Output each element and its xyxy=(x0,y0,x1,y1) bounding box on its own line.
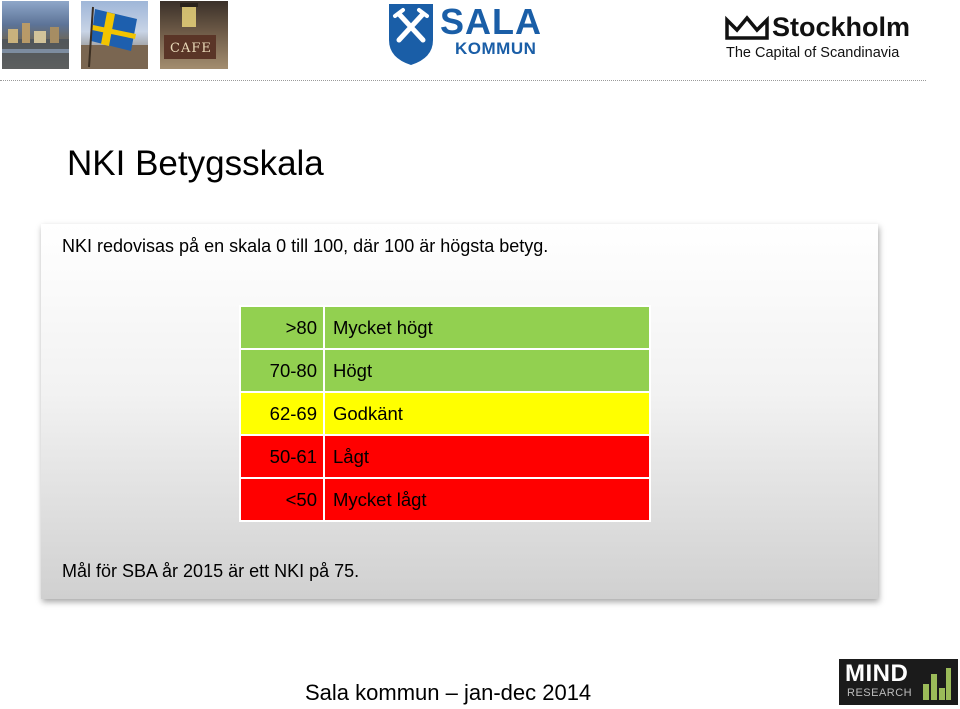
grade-label: Mycket lågt xyxy=(324,478,650,521)
mind-research-logo xyxy=(839,659,958,705)
header-photo-cafe xyxy=(160,1,228,69)
grade-label: Lågt xyxy=(324,435,650,478)
grade-row xyxy=(240,349,650,392)
sala-shield-icon xyxy=(386,2,436,66)
mind-logo-name: MIND xyxy=(845,660,909,687)
goal-text: Mål för SBA år 2015 är ett NKI på 75. xyxy=(62,561,360,581)
grade-range: >80 xyxy=(240,306,324,349)
header-photo-flag xyxy=(81,1,148,69)
footer-text: Sala kommun – jan-dec 2014 xyxy=(305,680,592,705)
grade-range: 62-69 xyxy=(240,392,324,435)
grade-label: Mycket högt xyxy=(324,306,650,349)
cafe-sign-text: CAFE xyxy=(170,41,212,56)
header-photo-harbor xyxy=(2,1,69,69)
sala-logo-sub: KOMMUN xyxy=(455,39,537,58)
stockholm-logo-name: Stockholm xyxy=(772,12,911,42)
sala-logo-name: SALA xyxy=(440,1,542,42)
grade-row xyxy=(240,392,650,435)
grade-row xyxy=(240,435,650,478)
grade-scale-table xyxy=(239,305,651,522)
grade-range: <50 xyxy=(240,478,324,521)
grade-row xyxy=(240,306,650,349)
grade-range: 50-61 xyxy=(240,435,324,478)
stockholm-logo-tagline: The Capital of Scandinavia xyxy=(726,45,900,61)
page-title: NKI Betygsskala xyxy=(67,144,324,183)
grade-row xyxy=(240,478,650,521)
crown-icon xyxy=(725,14,769,44)
header-divider xyxy=(0,80,926,81)
mind-logo-sub: RESEARCH xyxy=(847,687,913,699)
stockholm-logo xyxy=(722,10,932,66)
intro-text: NKI redovisas på en skala 0 till 100, där 100 är högsta betyg. xyxy=(62,236,549,256)
grade-label: Högt xyxy=(324,349,650,392)
bar-chart-icon xyxy=(922,664,952,700)
sala-kommun-logo xyxy=(386,2,556,66)
grade-range: 70-80 xyxy=(240,349,324,392)
content-panel xyxy=(41,224,878,599)
grade-label: Godkänt xyxy=(324,392,650,435)
